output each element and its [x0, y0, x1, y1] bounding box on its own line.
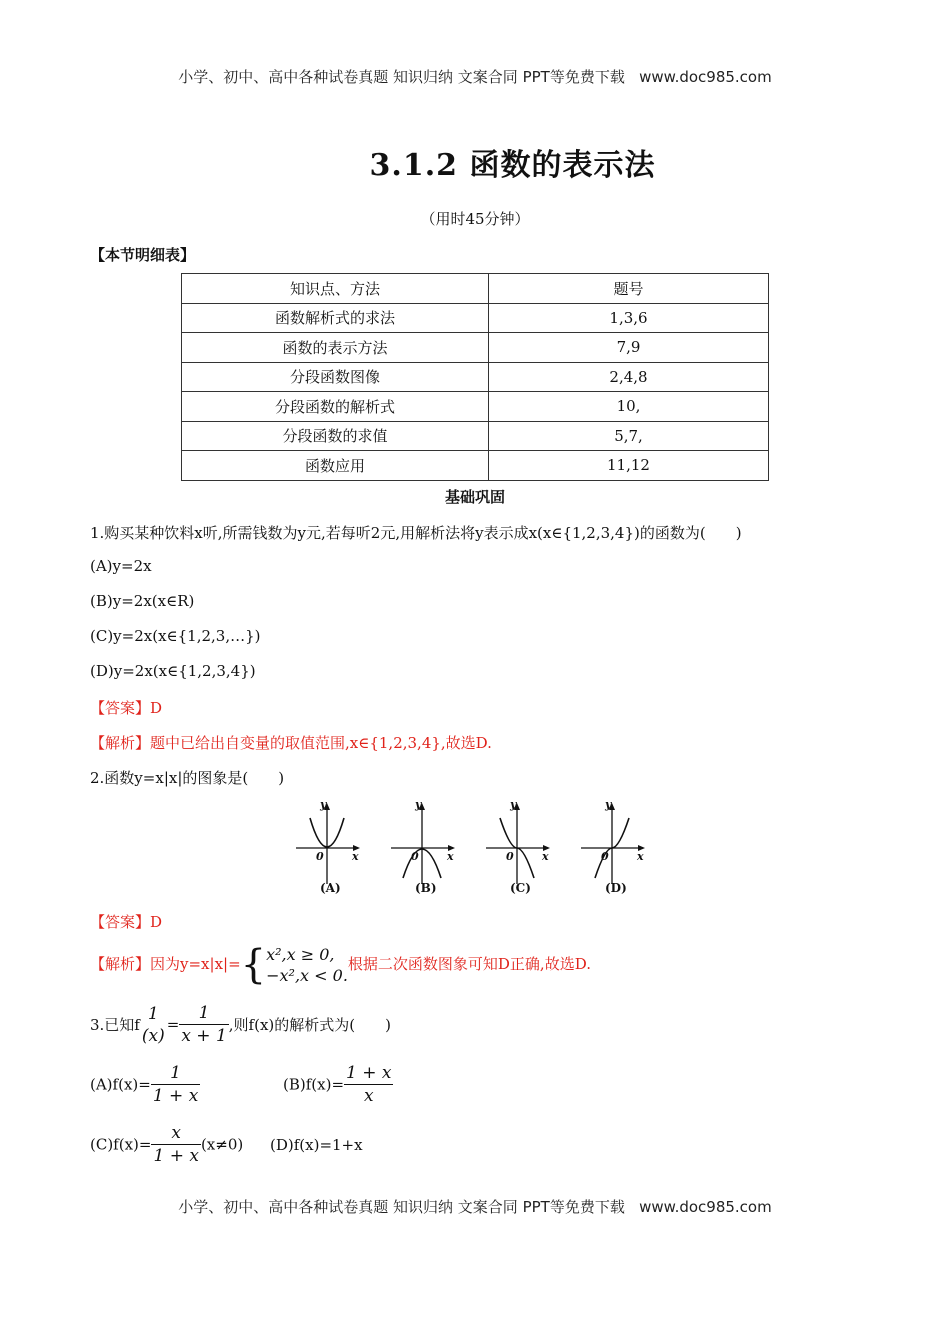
detail-table [181, 273, 769, 481]
table-header-row [182, 274, 769, 304]
axis-x-label: x [637, 850, 644, 863]
axis-x-label: x [542, 850, 549, 863]
axis-y-label: y [415, 798, 422, 811]
time-note: （用时45分钟） [420, 210, 530, 228]
option-c-fraction [151, 1122, 200, 1167]
table-row [182, 421, 769, 451]
graph-options-figure [290, 796, 670, 898]
graph-a [296, 798, 360, 895]
graph-label-c: (C) [510, 881, 531, 895]
table-cell: 分段函数的解析式 [182, 392, 489, 422]
footer-banner [0, 1196, 950, 1217]
table-cell: 2,4,8 [489, 362, 769, 392]
graph-label-a: (A) [320, 881, 341, 895]
q1-option-d: (D)y=2x(x∈{1,2,3,4}) [90, 662, 256, 680]
q2-analysis [90, 944, 591, 986]
table-row [182, 333, 769, 363]
option-c-condition: (x≠0) [200, 1135, 244, 1154]
q3-lhs-fraction [140, 1003, 167, 1047]
q1-option-c: (C)y=2x(x∈{1,2,3,…}) [90, 627, 261, 645]
table-header: 题号 [489, 274, 769, 304]
q2-stem: 2.函数y=x|x|的图象是( ) [90, 769, 285, 787]
table-cell: 函数解析式的求法 [182, 303, 489, 333]
analysis-suffix: 根据二次函数图象可知D正确,故选D. [347, 955, 591, 973]
graph-label-b: (B) [415, 881, 437, 895]
axis-x-label: x [352, 850, 359, 863]
answer-value: D [150, 699, 163, 717]
frac-denominator: x + 1 [181, 1026, 227, 1046]
frac-numerator: x [171, 1123, 181, 1143]
analysis-text: 题中已给出自变量的取值范围,x∈{1,2,3,4},故选D. [150, 734, 492, 752]
option-a-fraction [151, 1062, 200, 1107]
table-cell: 7,9 [489, 333, 769, 363]
graph-label-d: (D) [605, 881, 627, 895]
banner-url[interactable]: www.doc985.com [639, 68, 772, 86]
q2-graphs [290, 796, 670, 902]
frac-denominator: 1 + x [152, 1086, 199, 1106]
table-cell: 10, [489, 392, 769, 422]
banner-text: 小学、初中、高中各种试卷真题 知识归纳 文案合同 PPT等免费下载 [178, 68, 625, 86]
section-label: 【本节明细表】 [90, 246, 196, 264]
table-cell: 函数应用 [182, 451, 489, 481]
axis-y-label: y [510, 798, 517, 811]
answer-value: D [150, 913, 163, 931]
q1-option-b: (B)y=2x(x∈R) [90, 592, 195, 610]
q3-option-c [90, 1122, 363, 1167]
page-title: 3.1.2 函数的表示法 [369, 148, 656, 183]
q3-option-a [90, 1062, 200, 1107]
origin-label: 0 [601, 850, 609, 863]
section-heading-basic: 基础巩固 [444, 488, 505, 506]
analysis-prefix: 因为y=x|x|= [150, 955, 241, 973]
table-row [182, 451, 769, 481]
banner-text: 小学、初中、高中各种试卷真题 知识归纳 文案合同 PPT等免费下载 [178, 1198, 625, 1216]
q1-stem: 1.购买某种饮料x听,所需钱数为y元,若每听2元,用解析法将y表示成x(x∈{1,2,3,4})的函数为( ) [90, 524, 742, 542]
option-label: (B)f(x)= [283, 1075, 345, 1094]
answer-label: 【答案】 [90, 913, 151, 931]
analysis-label: 【解析】 [90, 734, 151, 752]
header-banner [0, 66, 950, 87]
graph-b [391, 798, 455, 895]
axis-y-label: y [605, 798, 612, 811]
axis-y-label: y [320, 798, 327, 811]
table-header: 知识点、方法 [182, 274, 489, 304]
table-cell: 5,7, [489, 421, 769, 451]
table-row [182, 303, 769, 333]
table-cell: 11,12 [489, 451, 769, 481]
table-row [182, 362, 769, 392]
case-2: −x²,x < 0. [266, 966, 348, 985]
q3-equals: = [166, 1015, 180, 1034]
q3-stem [90, 1002, 391, 1047]
case-1: x²,x ≥ 0, [266, 945, 335, 964]
graph-d [581, 798, 645, 895]
frac-denominator: x [344, 1084, 393, 1107]
analysis-label: 【解析】 [90, 955, 151, 973]
table-cell: 分段函数图像 [182, 362, 489, 392]
q1-option-a: (A)y=2x [90, 557, 152, 575]
frac-denominator: 1 + x [153, 1146, 199, 1166]
origin-label: 0 [506, 850, 514, 863]
q1-analysis [90, 732, 492, 753]
table-row [182, 392, 769, 422]
option-label: (A)f(x)= [90, 1075, 151, 1094]
q3-stem-suffix: ,则f(x)的解析式为( ) [228, 1016, 391, 1034]
frac-numerator: 1 + x [346, 1063, 392, 1083]
table-cell: 函数的表示方法 [182, 333, 489, 363]
axis-x-label: x [447, 850, 454, 863]
piecewise-cases [266, 944, 348, 986]
banner-url[interactable]: www.doc985.com [639, 1198, 772, 1216]
frac-numerator: 1 [198, 1003, 210, 1023]
q3-option-b [283, 1062, 393, 1107]
q3-stem-prefix: 3.已知f [90, 1016, 140, 1034]
graph-c [486, 798, 550, 895]
table-cell: 1,3,6 [489, 303, 769, 333]
frac-numerator: 1 [170, 1063, 181, 1083]
frac-numerator: 1 [147, 1003, 159, 1024]
frac-denominator: (x) [141, 1025, 165, 1046]
cases-brace: { [240, 942, 267, 988]
origin-label: 0 [411, 850, 419, 863]
option-label: (C)f(x)= [90, 1135, 152, 1154]
origin-label: 0 [316, 850, 324, 863]
q1-answer [90, 697, 162, 718]
q2-answer [90, 911, 162, 932]
q3-option-d: (D)f(x)=1+x [270, 1135, 363, 1154]
q3-rhs-fraction [179, 1002, 228, 1047]
option-b-fraction [344, 1062, 393, 1107]
table-cell: 分段函数的求值 [182, 421, 489, 451]
answer-label: 【答案】 [90, 699, 151, 717]
